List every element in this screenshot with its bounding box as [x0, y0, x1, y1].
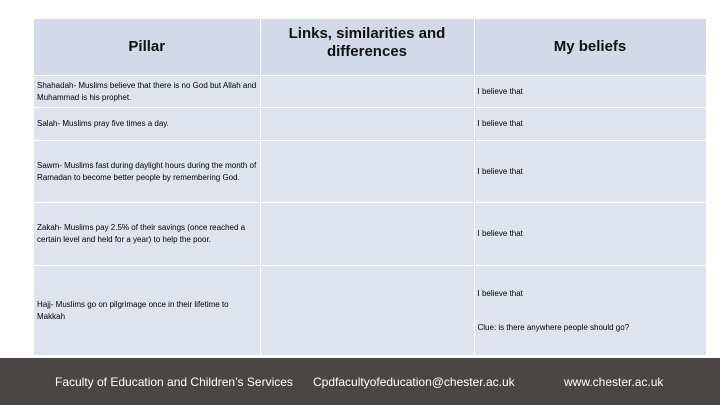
- header-beliefs: My beliefs: [474, 19, 706, 76]
- table-row: [34, 266, 706, 356]
- header-pillar: Pillar: [34, 19, 260, 76]
- pillar-cell: Zakah- Muslims pay 2.5% of their savings (once reached a certain level and held for a year) to help the poor.: [34, 203, 260, 266]
- links-cell[interactable]: [260, 203, 474, 266]
- belief-text: I believe that: [477, 288, 523, 298]
- pillar-cell: Sawm- Muslims fast during daylight hours during the month of Ramadan to become better people by remembering God.: [34, 141, 260, 203]
- table-row: [34, 203, 706, 266]
- belief-cell[interactable]: I believe that: [474, 141, 706, 203]
- footer-email-link[interactable]: Cpdfacultyofeducation@chester.ac.uk: [313, 375, 515, 389]
- links-cell[interactable]: [260, 266, 474, 356]
- belief-cell[interactable]: I believe that: [474, 76, 706, 108]
- table-row: [34, 108, 706, 141]
- links-cell[interactable]: [260, 108, 474, 141]
- header-links: Links, similarities and differences: [260, 19, 474, 76]
- belief-cell[interactable]: [474, 266, 706, 356]
- footer-bar: [0, 358, 720, 405]
- table-row: [34, 76, 706, 108]
- pillar-cell: Hajj- Muslims go on pilgrimage once in their lifetime to Makkah: [34, 266, 260, 356]
- table-row: [34, 141, 706, 203]
- pillar-cell: Shahadah- Muslims believe that there is no God but Allah and Muhammad is his prophet.: [34, 76, 260, 108]
- footer-website-link[interactable]: www.chester.ac.uk: [564, 375, 664, 389]
- belief-cell[interactable]: I believe that: [474, 108, 706, 141]
- pillars-table-container: [34, 19, 706, 356]
- links-cell[interactable]: [260, 141, 474, 203]
- links-cell[interactable]: [260, 76, 474, 108]
- clue-text: Clue: is there anywhere people should go?: [477, 322, 630, 332]
- table-header-row: [34, 19, 706, 76]
- footer-faculty: Faculty of Education and Children’s Services: [55, 375, 293, 389]
- pillar-cell: Salah- Muslims pray five times a day.: [34, 108, 260, 141]
- belief-cell[interactable]: I believe that: [474, 203, 706, 266]
- pillars-table: [34, 19, 707, 356]
